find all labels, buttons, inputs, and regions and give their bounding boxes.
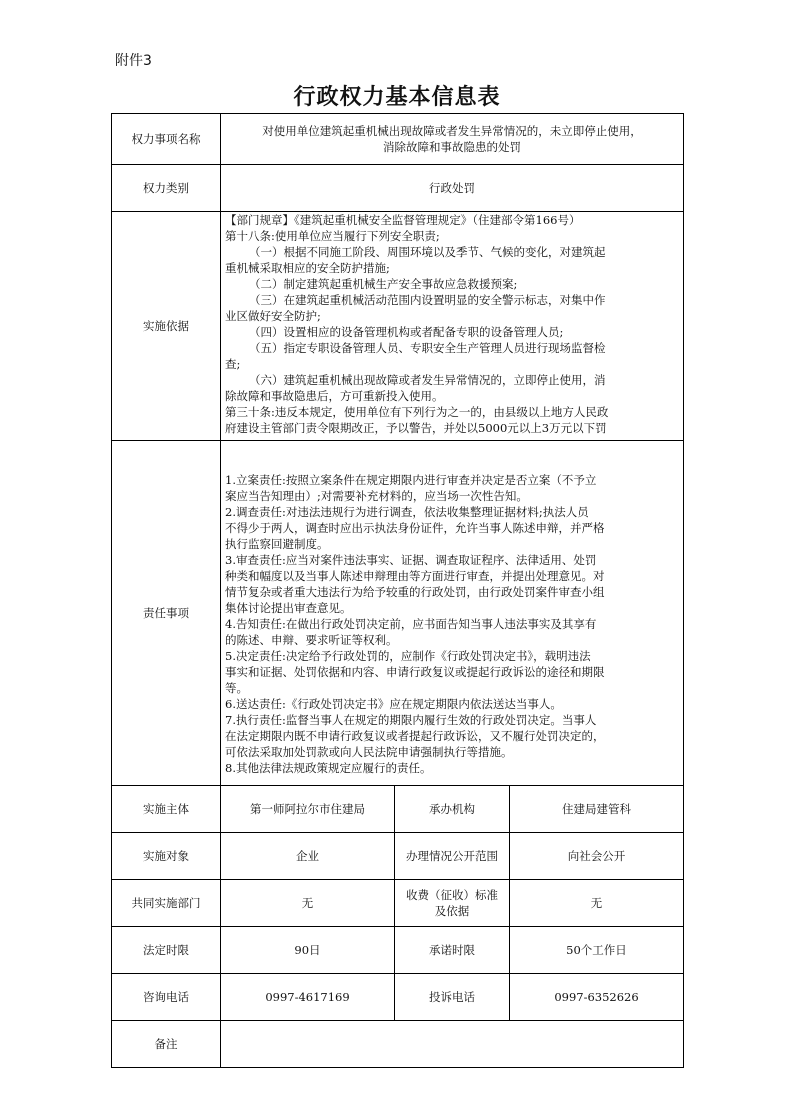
label-subject: 实施主体 <box>112 786 221 833</box>
label-promised-time-limit: 承诺时限 <box>395 927 510 974</box>
label-fee-standard <box>395 880 510 927</box>
row-phone <box>112 974 684 1021</box>
row-power-type <box>112 165 684 212</box>
basis-line: （四）设置相应的设备管理机构或者配备专职的设备管理人员; <box>249 325 564 339</box>
fee-standard-line-1: 收费（征收）标准 <box>406 888 498 902</box>
responsibility-line: 1.立案责任:按照立案条件在规定期限内进行审查并决定是否立案（不予立 <box>225 473 597 487</box>
basis-line: 府建设主管部门责令限期改正，予以警告，并处以5000元以上3万元以下罚 <box>225 421 607 435</box>
row-target <box>112 833 684 880</box>
responsibility-line: 的陈述、申辩、要求听证等权利。 <box>225 633 398 647</box>
label-responsibility: 责任事项 <box>112 441 221 786</box>
power-name-line-2: 消除故障和事故隐患的处罚 <box>383 140 521 154</box>
value-complaint-phone: 0997-6352626 <box>510 974 684 1021</box>
label-basis: 实施依据 <box>112 212 221 441</box>
document-title: 行政权力基本信息表 <box>293 84 501 110</box>
basis-line: （六）建筑起重机械出现故障或者发生异常情况的，立即停止使用，消 <box>249 373 606 387</box>
label-remarks: 备注 <box>112 1021 221 1068</box>
label-power-name: 权力事项名称 <box>112 114 221 165</box>
responsibility-line: 6.送达责任:《行政处罚决定书》应在规定期限内依法送达当事人。 <box>225 697 562 711</box>
value-target: 企业 <box>221 833 395 880</box>
basis-line: 重机械采取相应的安全防护措施; <box>225 261 390 275</box>
fee-standard-line-2: 及依据 <box>434 904 470 918</box>
value-basis <box>221 212 684 441</box>
value-fee-standard: 无 <box>510 880 684 927</box>
basis-line: 业区做好安全防护; <box>225 309 321 323</box>
responsibility-line: 执行监察回避制度。 <box>225 537 329 551</box>
responsibility-line: 集体讨论提出审查意见。 <box>225 601 352 615</box>
basis-line: （五）指定专职设备管理人员、专职安全生产管理人员进行现场监督检 <box>249 341 606 355</box>
label-legal-time-limit: 法定时限 <box>112 927 221 974</box>
value-disclosure-scope: 向社会公开 <box>510 833 684 880</box>
responsibility-line: 5.决定责任:决定给予行政处罚的，应制作《行政处罚决定书》，载明违法 <box>225 649 591 663</box>
value-handling-agency: 住建局建管科 <box>510 786 684 833</box>
label-consult-phone: 咨询电话 <box>112 974 221 1021</box>
responsibility-line: 可依法采取加处罚款或向人民法院申请强制执行等措施。 <box>225 745 513 759</box>
value-remarks <box>221 1021 684 1068</box>
attachment-label: 附件3 <box>115 53 152 69</box>
label-power-type: 权力类别 <box>112 165 221 212</box>
responsibility-line: 在法定期限内既不申请行政复议或者提起行政诉讼，又不履行处罚决定的， <box>225 729 605 743</box>
row-power-name <box>112 114 684 165</box>
value-joint-departments: 无 <box>221 880 395 927</box>
info-table <box>111 113 684 1068</box>
responsibility-line: 种类和幅度以及当事人陈述申辩理由等方面进行审查，并提出处理意见。对 <box>225 569 605 583</box>
basis-line: （一）根据不同施工阶段、周围环境以及季节、气候的变化，对建筑起 <box>249 245 606 259</box>
label-joint-departments: 共同实施部门 <box>112 880 221 927</box>
responsibility-text <box>225 441 679 776</box>
value-subject: 第一师阿拉尔市住建局 <box>221 786 395 833</box>
responsibility-line: 事实和证据、处罚依据和内容、申请行政复议或提起行政诉讼的途径和期限 <box>225 665 605 679</box>
value-power-name <box>221 114 684 165</box>
row-remarks <box>112 1021 684 1068</box>
value-responsibility <box>221 441 684 786</box>
basis-line: （三）在建筑起重机械活动范围内设置明显的安全警示标志，对集中作 <box>249 293 606 307</box>
basis-line: 第十八条:使用单位应当履行下列安全职责; <box>225 229 440 243</box>
basis-line: 【部门规章】《建筑起重机械安全监督管理规定》（住建部令第166号） <box>225 213 581 227</box>
label-target: 实施对象 <box>112 833 221 880</box>
value-promised-time-limit: 50个工作日 <box>510 927 684 974</box>
responsibility-line: 等。 <box>225 681 248 695</box>
responsibility-line: 4.告知责任:在做出行政处罚决定前，应书面告知当事人违法事实及其享有 <box>225 617 597 631</box>
responsibility-line: 7.执行责任:监督当事人在规定的期限内履行生效的行政处罚决定。当事人 <box>225 713 597 727</box>
responsibility-line: 案应当告知理由）;对需要补充材料的，应当场一次性告知。 <box>225 489 528 503</box>
basis-line: 除故障和事故隐患后，方可重新投入使用。 <box>225 389 444 403</box>
value-legal-time-limit: 90日 <box>221 927 395 974</box>
label-complaint-phone: 投诉电话 <box>395 974 510 1021</box>
row-joint-departments <box>112 880 684 927</box>
responsibility-line: 情节复杂或者重大违法行为给予较重的行政处罚，由行政处罚案件审查小组 <box>225 585 605 599</box>
label-handling-agency: 承办机构 <box>395 786 510 833</box>
basis-line: 查; <box>225 357 241 371</box>
row-basis <box>112 212 684 441</box>
label-disclosure-scope: 办理情况公开范围 <box>395 833 510 880</box>
row-responsibility <box>112 441 684 786</box>
row-time-limit <box>112 927 684 974</box>
responsibility-line: 2.调查责任:对违法违规行为进行调查，依法收集整理证据材料;执法人员 <box>225 505 589 519</box>
basis-line: 第三十条:违反本规定，使用单位有下列行为之一的，由县级以上地方人民政 <box>225 405 609 419</box>
basis-line: （二）制定建筑起重机械生产安全事故应急救援预案; <box>249 277 518 291</box>
value-consult-phone: 0997-4617169 <box>221 974 395 1021</box>
responsibility-line: 3.审查责任:应当对案件违法事实、证据、调查取证程序、法律适用、处罚 <box>225 553 597 567</box>
responsibility-line: 不得少于两人，调查时应出示执法身份证件，允许当事人陈述申辩，并严格 <box>225 521 605 535</box>
responsibility-line: 8.其他法律法规政策规定应履行的责任。 <box>225 761 432 775</box>
row-subject <box>112 786 684 833</box>
power-name-line-1: 对使用单位建筑起重机械出现故障或者发生异常情况的，未立即停止使用， <box>262 124 642 138</box>
value-power-type: 行政处罚 <box>221 165 684 212</box>
